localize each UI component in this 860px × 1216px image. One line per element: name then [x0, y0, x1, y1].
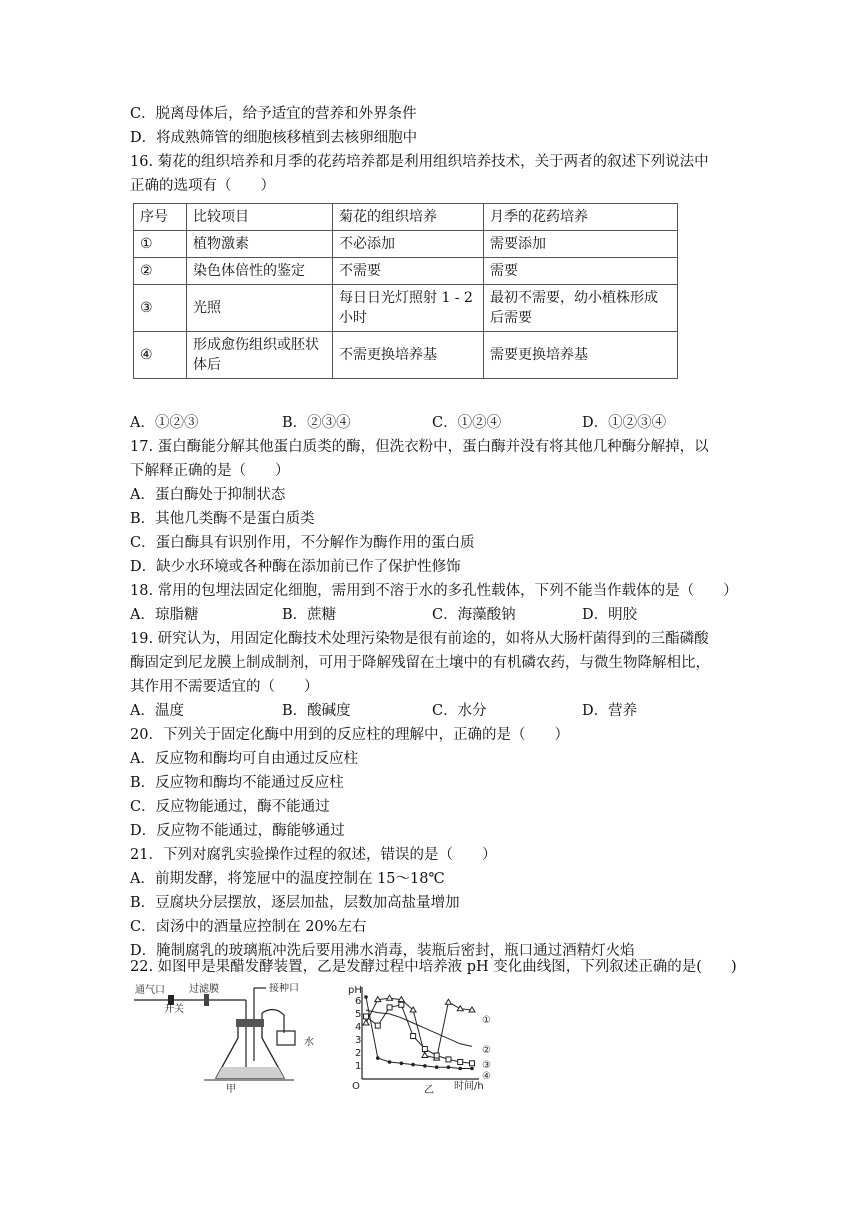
q17-option-d: D．缺少水环境或各种酶在添加前已作了保护性修饰: [130, 559, 461, 575]
q16-stem-line2: 正确的选项有（ ）: [130, 178, 275, 194]
q17-stem-line2: 下解释正确的是（ ）: [130, 463, 290, 479]
q16-stem-line1: 16. 菊花的组织培养和月季的花药培养都是利用组织培养技术，关于两者的叙述下列说法中: [130, 154, 709, 170]
table-cell: 不需更换培养基: [333, 332, 484, 379]
q17-option-a: A．蛋白酶处于抑制状态: [130, 487, 286, 503]
option-d: D．①②③④: [582, 415, 667, 431]
switch-label: 开关: [164, 1004, 184, 1015]
q20-option-b: B．反应物和酶均不能通过反应柱: [130, 775, 344, 791]
table-cell: 光照: [187, 285, 333, 332]
data-point: [446, 1057, 451, 1062]
option-a: A．①②③: [130, 415, 199, 431]
q21-stem: 21．下列对腐乳实验操作过程的叙述，错误的是（ ）: [130, 847, 497, 863]
table-cell: 每日日光灯照射 1 - 2 小时: [333, 285, 484, 332]
data-point: [435, 1065, 439, 1069]
q21-option-b: B．豆腐块分层摆放，逐层加盐，层数加高盐量增加: [130, 895, 460, 911]
option-c: C．海藻酸钠: [432, 607, 516, 623]
fermentation-figure: [134, 983, 534, 1095]
q15-option-d: D．将成熟筛管的细胞核移植到去核卵细胞中: [130, 130, 418, 146]
q20-option-d: D．反应物不能通过，酶能够通过: [130, 823, 345, 839]
q20-option-c: C．反应物能通过，酶不能通过: [130, 799, 330, 815]
water-label: 水: [304, 1037, 314, 1048]
data-point: [363, 1020, 369, 1025]
option-b: B．②③④: [282, 415, 351, 431]
curve-label: ③: [482, 1060, 491, 1071]
table-header-cell: 比较项目: [187, 204, 333, 231]
data-point: [376, 1056, 380, 1060]
data-point: [387, 1005, 392, 1010]
table-row: [134, 258, 678, 285]
comparison-table: [133, 203, 678, 379]
data-point: [458, 1060, 463, 1065]
inoculation-port-label: 接种口: [269, 983, 299, 994]
q19-stem-line2: 酶固定到尼龙膜上制成制剂，可用于降解残留在土壤中的有机磷农药，与微生物降解相比，: [130, 655, 710, 671]
data-point: [457, 1006, 463, 1011]
q21-option-d: D．腌制腐乳的玻璃瓶冲洗后要用沸水消毒，装瓶后密封，瓶口通过酒精灯火焰: [130, 943, 635, 959]
q18-stem: 18. 常用的包埋法固定化细胞，需用到不溶于水的多孔性载体，下列不能当作载体的是（ ）: [130, 583, 738, 599]
ph-curve-2: [366, 1010, 472, 1046]
table-cell: 最初不需要，幼小植株形成后需要: [484, 285, 678, 332]
q19-stem-line1: 19. 研究认为，用固定化酶技术处理污染物是很有前途的，如将从大肠杆菌得到的三酯磷酸: [130, 631, 709, 647]
option-d: D．明胶: [582, 607, 638, 623]
table-row: [134, 285, 678, 332]
data-point: [458, 1067, 462, 1071]
q21-option-c: C．卤汤中的酒量应控制在 20%左右: [130, 919, 367, 935]
y-tick-label: 3: [355, 1035, 362, 1046]
x-axis-label: 时间/h: [454, 1081, 484, 1092]
curve-label: ④: [482, 1071, 491, 1082]
q19-stem-line3: 其作用不需要适宜的（ ）: [130, 679, 319, 695]
data-point: [422, 1047, 427, 1052]
ph-curve-graph: [348, 985, 491, 1095]
curve-label: ①: [482, 1015, 491, 1026]
air-inlet-label: 通气口: [135, 985, 165, 996]
table-cell: ③: [134, 285, 187, 332]
q17-option-b: B．其他几类酶不是蛋白质类: [130, 511, 315, 527]
option-a: A．温度: [130, 703, 184, 719]
y-tick-label: 2: [355, 1048, 362, 1059]
table-header-cell: 月季的花药培养: [484, 204, 678, 231]
table-cell: 染色体倍性的鉴定: [187, 258, 333, 285]
table-cell: 不必添加: [333, 231, 484, 258]
table-cell: 不需要: [333, 258, 484, 285]
q20-option-a: A．反应物和酶均可自由通过反应柱: [130, 751, 358, 767]
table-cell: 植物激素: [187, 231, 333, 258]
option-d: D．营养: [582, 703, 638, 719]
table-header-cell: 菊花的组织培养: [333, 204, 484, 231]
table-cell: 需要更换培养基: [484, 332, 678, 379]
y-tick-label: 6: [355, 996, 362, 1007]
data-point: [445, 999, 451, 1004]
data-point: [434, 1053, 439, 1058]
apparatus-caption: 甲: [226, 1084, 236, 1095]
data-point: [400, 1062, 404, 1066]
data-point: [470, 1067, 474, 1071]
y-tick-label: 1: [355, 1061, 362, 1072]
table-cell: ②: [134, 258, 187, 285]
data-point: [364, 1014, 369, 1019]
y-axis-label: pH: [348, 985, 362, 996]
q22-stem: 22. 如图甲是果醋发酵装置，乙是发酵过程中培养液 pH 变化曲线图，下列叙述正确的是( ): [130, 959, 737, 975]
flask-stopper: [236, 1019, 264, 1027]
data-point: [411, 1063, 415, 1067]
data-point: [375, 1023, 380, 1028]
option-c: C．①②④: [432, 415, 502, 431]
data-point: [387, 995, 393, 1000]
table-header-cell: 序号: [134, 204, 187, 231]
option-b: B．酸碱度: [282, 703, 351, 719]
data-point: [447, 1065, 451, 1069]
filter-label: 过滤膜: [189, 984, 219, 995]
table-cell: ④: [134, 332, 187, 379]
curve-label: ②: [482, 1045, 491, 1056]
data-point: [364, 995, 368, 999]
data-point: [411, 1034, 416, 1039]
data-point: [399, 1002, 404, 1007]
culture-liquid: [216, 1067, 284, 1078]
table-cell: 需要: [484, 258, 678, 285]
graph-caption: 乙: [424, 1085, 434, 1095]
fermentation-apparatus: [134, 983, 314, 1095]
table-cell: 形成愈伤组织或胚状体后: [187, 332, 333, 379]
table-row: [134, 231, 678, 258]
y-tick-label: 4: [355, 1022, 362, 1033]
data-point: [423, 1064, 427, 1068]
table-cell: 需要添加: [484, 231, 678, 258]
data-point: [470, 1061, 475, 1066]
data-point: [422, 1053, 428, 1058]
data-point: [388, 1060, 392, 1064]
table-header-row: [134, 204, 678, 231]
ph-curve-1: [366, 998, 472, 1058]
y-tick-label: 5: [355, 1009, 362, 1020]
q15-option-c: C．脱离母体后，给予适宜的营养和外界条件: [130, 106, 417, 122]
q20-stem: 20．下列关于固定化酶中用到的反应柱的理解中，正确的是（ ）: [130, 727, 569, 743]
q17-stem-line1: 17. 蛋白酶能分解其他蛋白质类的酶，但洗衣粉中，蛋白酶并没有将其他几种酶分解掉，以: [130, 439, 709, 455]
filter-membrane: [204, 994, 209, 1006]
option-c: C．水分: [432, 703, 487, 719]
table-cell: ①: [134, 231, 187, 258]
q17-option-c: C．蛋白酶具有识别作用，不分解作为酶作用的蛋白质: [130, 535, 475, 551]
origin-label: O: [352, 1081, 360, 1092]
table-row: [134, 332, 678, 379]
option-b: B．蔗糖: [282, 607, 337, 623]
water-bottle: [277, 1031, 295, 1045]
q21-option-a: A．前期发酵，将笼屉中的温度控制在 15～18℃: [130, 871, 445, 887]
option-a: A．琼脂糖: [130, 607, 199, 623]
